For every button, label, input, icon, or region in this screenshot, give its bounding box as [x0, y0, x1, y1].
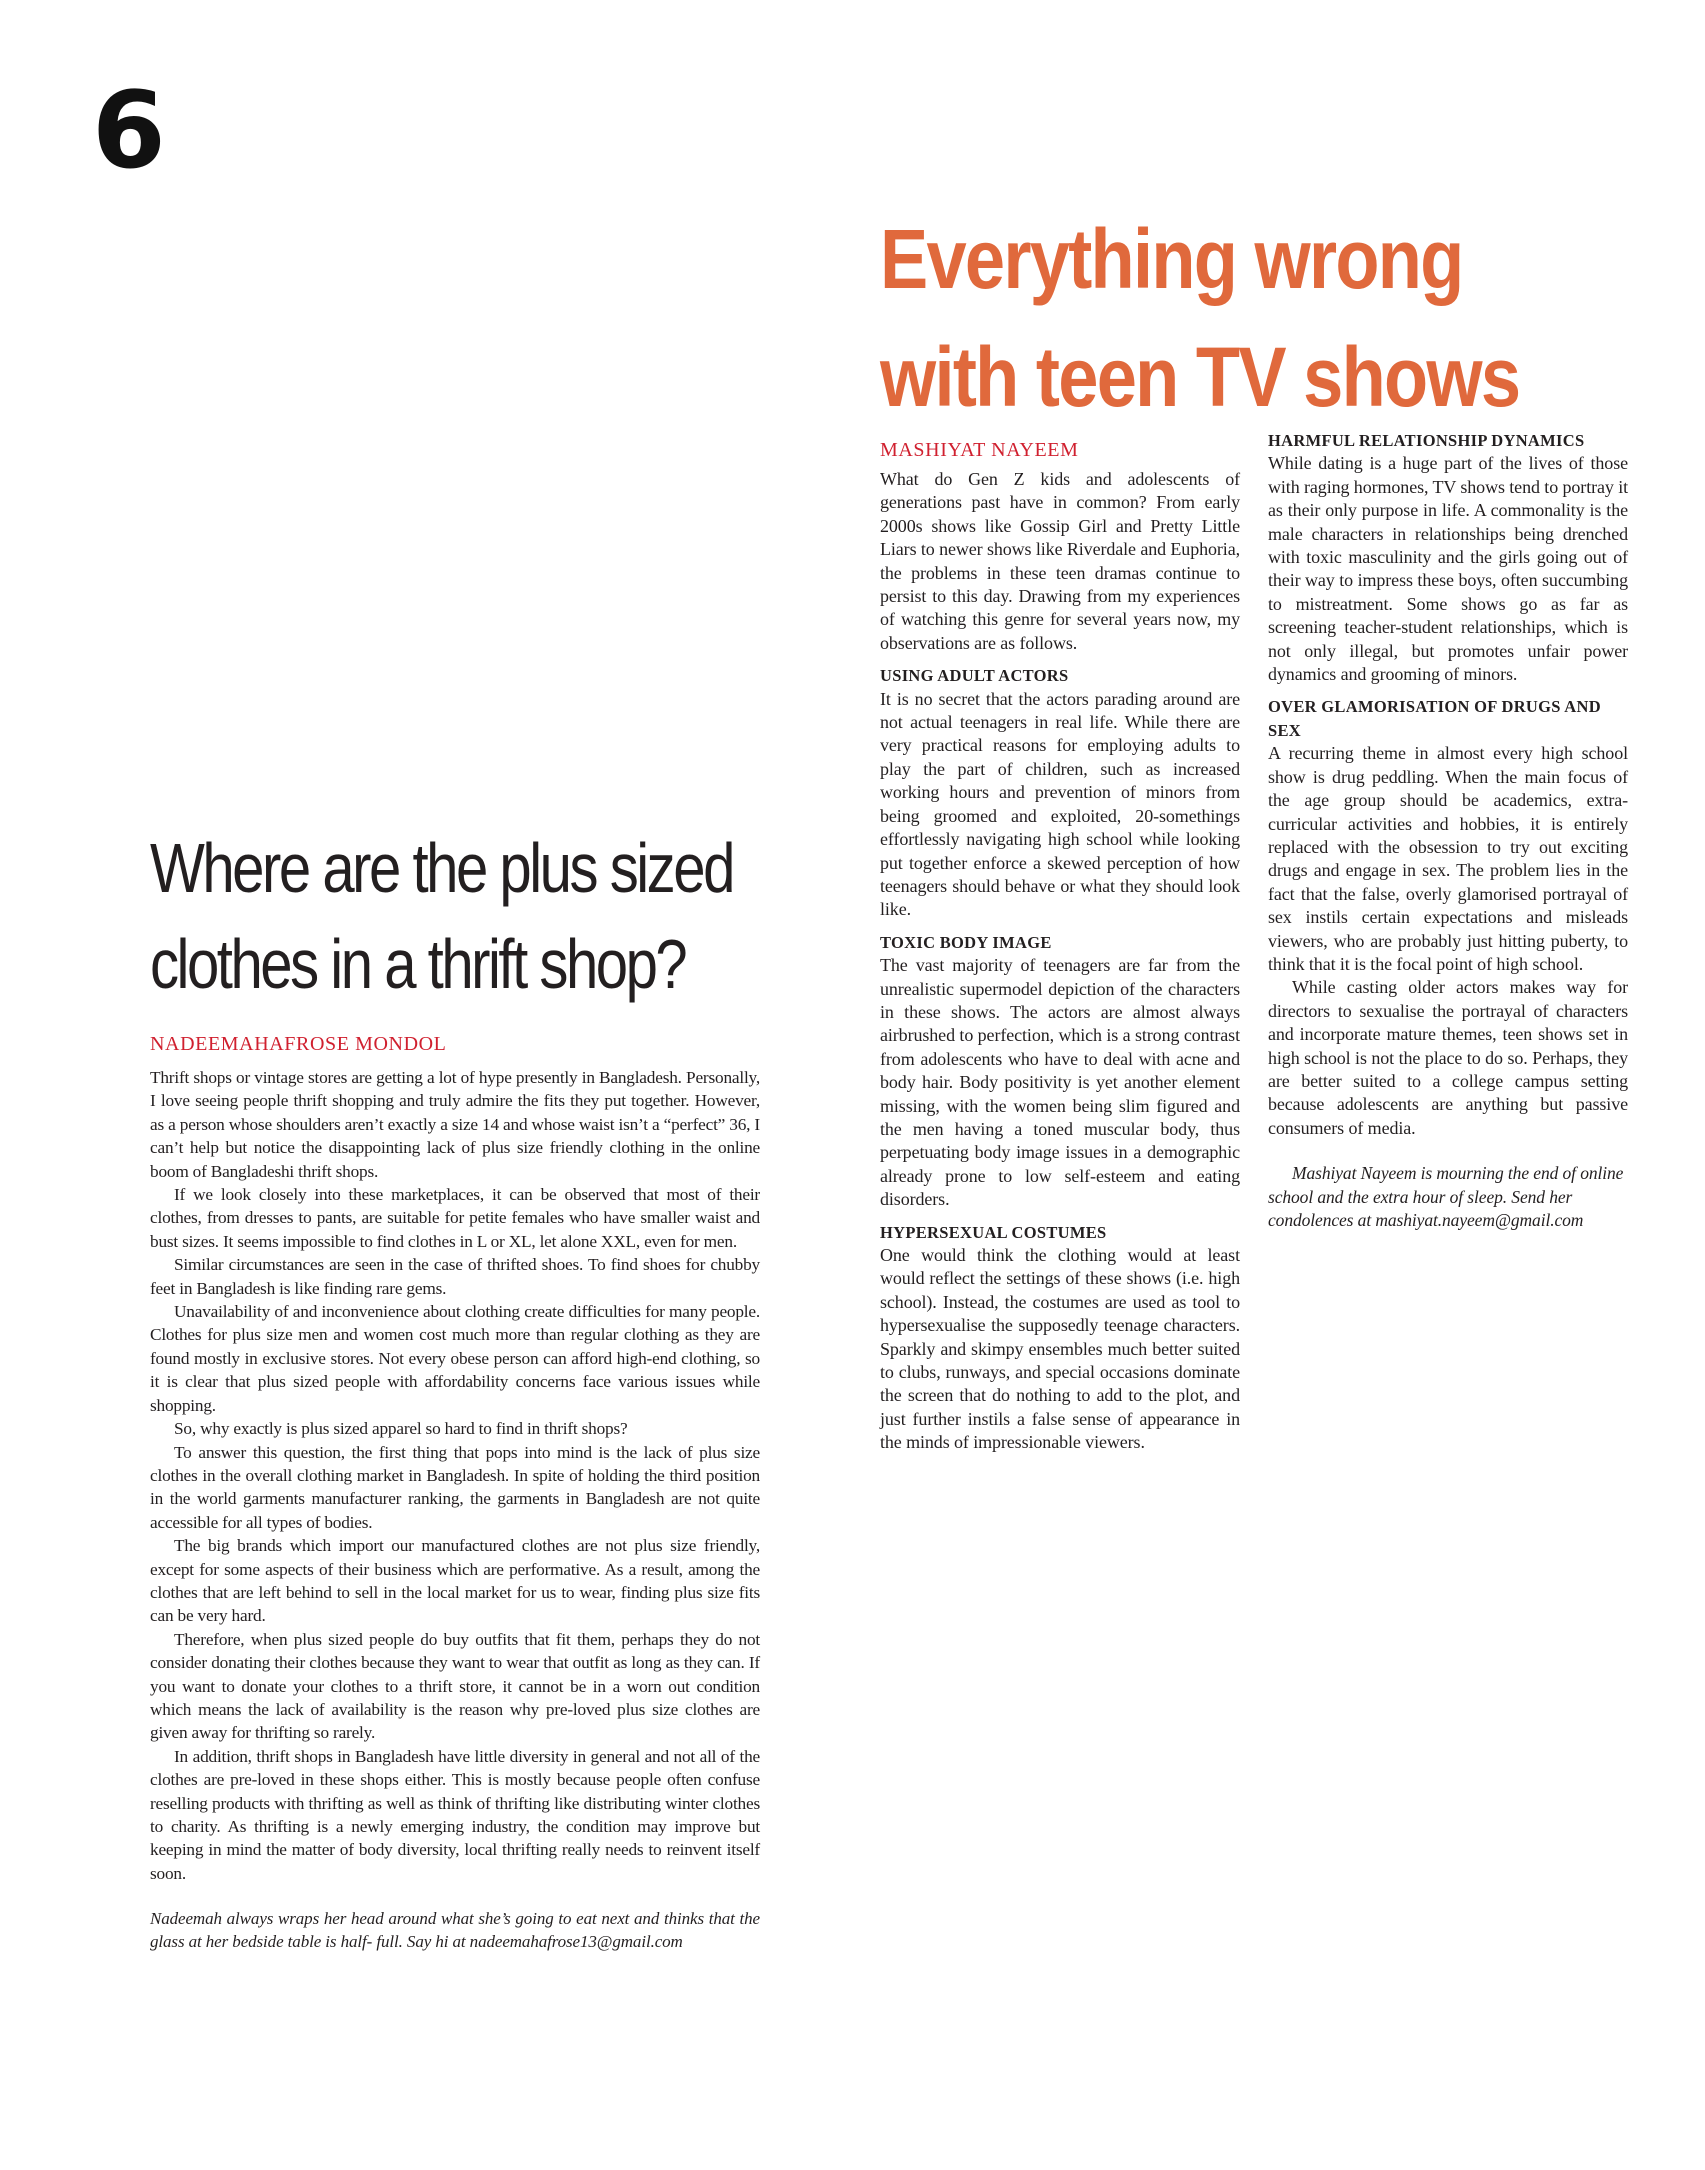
body-paragraph: Unavailability of and inconvenience about clothing create difficulties for many people. Clothes for plus size men and women cost much more than regular clothing as they are found mostly in exclusive stores. Not every obese person can afford high-end clothing, so it is clear that plus sized people with affordability concerns face various issues while shopping.: [150, 1302, 760, 1415]
section-body: One would think the clothing would at least would reflect the settings of these shows (i.e. high school). Instead, the costumes are used as tool to hypersexualise the supposedly teenage characters. Sparkly and skimpy ensembles much better suited to clubs, runways, and special occasions dominate the screen that do nothing to add to the plot, and just further instils a false sense of appearance in the minds of impressionable viewers.: [880, 1245, 1240, 1453]
page-number: 6: [92, 69, 166, 192]
body-paragraph: The big brands which import our manufactured clothes are not plus size friendly, except for some aspects of their business which are performative. As a result, among the clothes that are left behind to sell in the local market for us to wear, finding plus size fits can be very hard.: [150, 1536, 760, 1626]
article-teen-tv-shows: [880, 200, 1628, 1453]
article-headline: [150, 820, 733, 1012]
section-heading: HYPERSEXUAL COSTUMES: [880, 1222, 1107, 1242]
body-paragraph: Similar circumstances are seen in the case of thrifted shoes. To find shoes for chubby feet in Bangladesh is like finding rare gems.: [150, 1255, 760, 1298]
author-byline: NADEEMAHAFROSE MONDOL: [150, 1033, 447, 1055]
headline-line: clothes in a thrift shop?: [150, 925, 686, 1003]
author-byline: MASHIYAT NAYEEM: [880, 439, 1079, 461]
column-right: [1268, 420, 1628, 1232]
headline-line: Everything wrong: [880, 212, 1463, 306]
body-paragraph: In addition, thrift shops in Bangladesh have little diversity in general and not all of the clothes are pre-loved in these shops either. This is mostly because people often confuse reselling products with thrifting as well as think of thrifting like distributing winter clothes to charity. As thrifting is a newly emerging industry, the condition may improve but keeping in mind the matter of body diversity, local thrifting really needs to reinvent itself soon.: [150, 1746, 760, 1883]
body-paragraph: Thrift shops or vintage stores are getting a lot of hype presently in Bangladesh. Personally, I love seeing people thrift shopping and truly admire the fits they put together. However, as a person whose shoulders aren’t exactly a size 14 and whose waist isn’t a “perfect” 36, I can’t help but notice the disappointing lack of plus size friendly clothing in the online boom of Bangladeshi thrift shops.: [150, 1068, 760, 1181]
closing-paragraph: While casting older actors makes way for directors to sexualise the portrayal of characters and incorporate mature themes, teen shows set in high school is not the place to do so. Perhaps, they are better suited to a college campus setting because adolescents are anything but passive consumers of media.: [1268, 977, 1628, 1138]
section-body: A recurring theme in almost every high school show is drug peddling. When the main focus of the age group should be academics, extra-curricular activities and hobbies, it is entirely replaced with the obsession to try out exciting drugs and engage in sex. The problem lies in the fact that the false, overly glamorised portrayal of sex instils certain expectations and misleads viewers, who are probably just hitting puberty, to think that it is the focal point of high school.: [1268, 743, 1628, 974]
section-body: The vast majority of teenagers are far from the unrealistic supermodel depiction of the characters in these shows. The actors are almost always airbrushed to perfection, which is a strong contrast from adolescents who have to deal with acne and body hair. Body positivity is yet another element missing, with the women being slim figured and the men having a toned muscular body, thus perpetuating body image issues in a demographic already prone to low self-esteem and eating disorders.: [880, 955, 1240, 1210]
author-bio: Nadeemah always wraps her head around what she’s going to eat next and thinks that the glass at her bedside table is half- full. Say hi at nadeemahafrose13@gmail.com: [150, 1909, 760, 1952]
body-paragraph: If we look closely into these marketplaces, it can be observed that most of their clothes, from dresses to pants, are suitable for petite females who have smaller waist and bust sizes. It seems impossible to find clothes in L or XL, let alone XXL, even for men.: [150, 1185, 760, 1251]
column-left: [880, 438, 1240, 1455]
section-heading: USING ADULT ACTORS: [880, 666, 1069, 686]
author-bio: Mashiyat Nayeem is mourning the end of online school and the extra hour of sleep. Send her condolences at mashiyat.nayeem@gmail.com: [1268, 1163, 1624, 1230]
section-heading: TOXIC BODY IMAGE: [880, 932, 1052, 952]
article-body: [150, 1066, 760, 1885]
section-body: It is no secret that the actors parading around are not actual teenagers in real life. While there are very practical reasons for employing adults to play the part of children, such as increased working hours and prevention of minors from being groomed and exploited, 20-somethings effortlessly navigating high school while looking put together enforce a skewed perception of how teenagers should behave or what they should look like.: [880, 688, 1240, 920]
headline-line: with teen TV shows: [880, 330, 1520, 424]
body-paragraph: So, why exactly is plus sized apparel so hard to find in thrift shops?: [174, 1419, 628, 1439]
intro-paragraph: What do Gen Z kids and adolescents of generations past have in common? From early 2000s shows like Gossip Girl and Pretty Little Liars to newer shows like Riverdale and Euphoria, the problems in these teen dramas continue to persist to this day. Drawing from my experiences of watching this genre for several years now, my observations are as follows.: [880, 469, 1240, 653]
headline-line: Where are the plus sized: [150, 829, 733, 907]
body-paragraph: Therefore, when plus sized people do buy outfits that fit them, perhaps they do not consider donating their clothes because they want to wear that outfit as long as they can. If you want to donate your clothes to a thrift store, it cannot be in a worn out condition which means the lack of availability is the reason why pre-loved plus size clothes are given away for thrifting so rarely.: [150, 1629, 760, 1743]
section-heading: OVER GLAMORISATION OF DRUGS AND SEX: [1268, 697, 1601, 740]
article-plus-size-thrift: [150, 820, 760, 1953]
body-paragraph: To answer this question, the first thing that pops into mind is the lack of plus size clothes in the overall clothing market in Bangladesh. In spite of holding the third position in the world garments manufacturer ranking, the garments in Bangladesh are not quite accessible for all types of bodies.: [150, 1442, 760, 1532]
section-body: While dating is a huge part of the lives of those with raging hormones, TV shows tend to portray it as their only purpose in life. A commonality is the male characters in relationships being drenched with toxic masculinity and the girls going out of their way to impress these boys, often succumbing to mistreatment. Some shows go as far as screening teacher-student relationships, which is not only illegal, but promotes unfair power dynamics and grooming of minors.: [1268, 453, 1628, 685]
article-headline: [880, 200, 1521, 436]
section-heading: HARMFUL RELATIONSHIP DYNAMICS: [1268, 431, 1585, 450]
